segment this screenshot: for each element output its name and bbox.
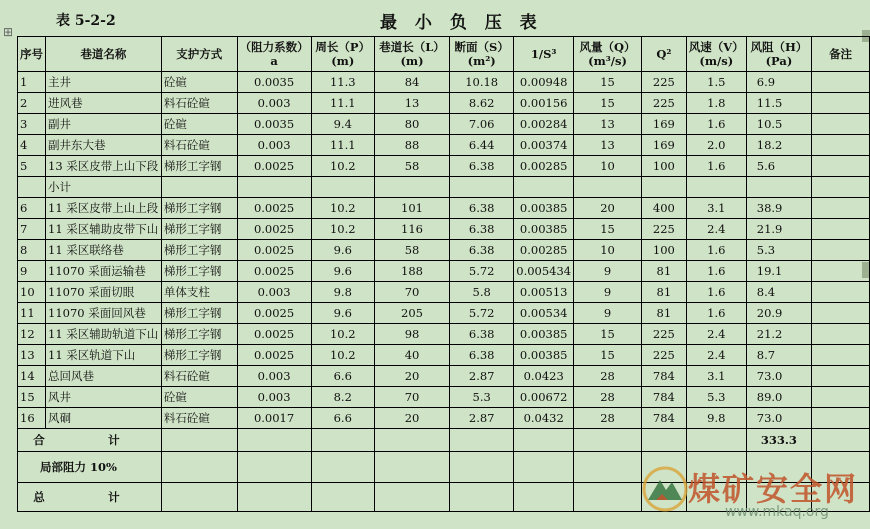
table-cell: 81: [641, 303, 686, 324]
table-cell: 0.00285: [514, 156, 574, 177]
table-cell: 风井: [46, 387, 162, 408]
table-cell: 15: [574, 219, 642, 240]
table-cell: 0.005434: [514, 261, 574, 282]
table-cell: [812, 114, 870, 135]
table-cell: [161, 177, 237, 198]
col-header-support: 支护方式: [161, 37, 237, 72]
table-cell: 11 采区辅助皮带下山: [46, 219, 162, 240]
table-cell: 梯形工字钢: [161, 324, 237, 345]
table-cell: 副井: [46, 114, 162, 135]
table-cell: 1.5: [686, 72, 746, 93]
table-cell: 81: [641, 282, 686, 303]
table-body: [18, 72, 870, 429]
table-cell: 9.6: [311, 303, 374, 324]
table-cell: 0.00385: [514, 345, 574, 366]
table-cell: 15: [574, 345, 642, 366]
table-cell: 10.2: [311, 219, 374, 240]
table-row: [18, 366, 870, 387]
table-cell: 84: [374, 72, 449, 93]
table-cell: [812, 198, 870, 219]
table-cell: 7.06: [450, 114, 514, 135]
table-row: [18, 156, 870, 177]
table-move-handle-icon[interactable]: ⊞: [3, 25, 14, 39]
col-header-velocity-label: 风速（V）: [688, 40, 744, 54]
table-cell: 2.87: [450, 408, 514, 429]
table-cell: 6.38: [450, 156, 514, 177]
table-cell: [812, 324, 870, 345]
table-cell: 8.4: [746, 282, 811, 303]
table-row: [18, 114, 870, 135]
table-cell: 砼碹: [161, 72, 237, 93]
table-cell: 6.44: [450, 135, 514, 156]
table-cell: 88: [374, 135, 449, 156]
table-cell: 11 采区皮带上山上段: [46, 198, 162, 219]
table-cell: [18, 177, 46, 198]
table-cell: 11.1: [311, 135, 374, 156]
table-cell: 89.0: [746, 387, 811, 408]
table-cell: 料石砼碹: [161, 408, 237, 429]
table-cell: 0.00948: [514, 72, 574, 93]
table-cell: [812, 303, 870, 324]
table-cell: 11070 采面回风巷: [46, 303, 162, 324]
table-cell: [812, 135, 870, 156]
table-cell: 38.9: [746, 198, 811, 219]
table-cell: 9: [574, 282, 642, 303]
table-cell: 225: [641, 93, 686, 114]
table-row: [18, 408, 870, 429]
table-cell: [812, 345, 870, 366]
table-cell: 9.8: [686, 408, 746, 429]
table-cell: 5.3: [746, 240, 811, 261]
document-title: 最 小 负 压 表: [380, 13, 543, 33]
table-cell: 9.8: [311, 282, 374, 303]
table-row: [18, 345, 870, 366]
table-cell: 0.0423: [514, 366, 574, 387]
table-cell: 784: [641, 387, 686, 408]
table-cell: 小计: [46, 177, 162, 198]
table-cell: 21.9: [746, 219, 811, 240]
table-cell: 80: [374, 114, 449, 135]
table-row: [18, 198, 870, 219]
table-cell: 1.6: [686, 303, 746, 324]
table-cell: 0.0017: [237, 408, 311, 429]
table-cell: [812, 72, 870, 93]
table-cell: 6.6: [311, 408, 374, 429]
col-header-velocity-unit: (m/s): [699, 54, 734, 68]
table-cell: 5.72: [450, 261, 514, 282]
col-header-no: 序号: [18, 37, 46, 72]
table-cell: 总回风巷: [46, 366, 162, 387]
table-cell: 3.1: [686, 198, 746, 219]
table-cell: 梯形工字钢: [161, 303, 237, 324]
table-cell: 0.0025: [237, 261, 311, 282]
table-cell: 8.7: [746, 345, 811, 366]
table-cell: 3.1: [686, 366, 746, 387]
table-cell: 0.0025: [237, 303, 311, 324]
table-cell: 0.0025: [237, 156, 311, 177]
table-cell: [641, 177, 686, 198]
table-cell: 205: [374, 303, 449, 324]
table-cell: 梯形工字钢: [161, 261, 237, 282]
table-cell: [812, 240, 870, 261]
table-row: [18, 324, 870, 345]
table-cell: 9: [574, 303, 642, 324]
col-header-area-label: 断面（S）: [454, 40, 509, 54]
local-resistance-label: 局部阻力 10%: [18, 452, 162, 483]
col-header-airflow-label: 风量（Q）: [579, 40, 636, 54]
total-row: [18, 429, 870, 452]
table-header-row: [18, 37, 870, 72]
table-cell: 4: [18, 135, 46, 156]
table-cell: 101: [374, 198, 449, 219]
site-watermark: [640, 460, 865, 525]
table-cell: 5.72: [450, 303, 514, 324]
table-row: [18, 177, 870, 198]
table-cell: 风硐: [46, 408, 162, 429]
table-cell: [812, 156, 870, 177]
col-header-resistance: [746, 37, 811, 72]
resistance-table: [17, 36, 870, 512]
table-row: [18, 282, 870, 303]
table-cell: 0.003: [237, 366, 311, 387]
table-cell: [450, 177, 514, 198]
table-cell: [812, 177, 870, 198]
table-cell: 10: [18, 282, 46, 303]
table-cell: 0.00285: [514, 240, 574, 261]
table-cell: 13: [18, 345, 46, 366]
table-cell: 梯形工字钢: [161, 198, 237, 219]
table-cell: 2.87: [450, 366, 514, 387]
table-row: [18, 303, 870, 324]
mountain-logo-icon: [642, 466, 688, 512]
table-cell: 6.38: [450, 198, 514, 219]
table-cell: 料石砼碹: [161, 366, 237, 387]
table-cell: 单体支柱: [161, 282, 237, 303]
table-cell: 0.0035: [237, 114, 311, 135]
table-cell: 784: [641, 366, 686, 387]
col-header-q-squared: Q²: [641, 37, 686, 72]
table-cell: 11.5: [746, 93, 811, 114]
table-number: 表 5-2-2: [56, 13, 116, 29]
table-cell: 6.38: [450, 345, 514, 366]
table-cell: 20: [374, 366, 449, 387]
table-cell: 5.3: [686, 387, 746, 408]
table-cell: 15: [574, 93, 642, 114]
col-header-velocity: [686, 37, 746, 72]
table-cell: 98: [374, 324, 449, 345]
table-cell: 28: [574, 366, 642, 387]
table-cell: 70: [374, 282, 449, 303]
table-cell: 11070 采面切眼: [46, 282, 162, 303]
col-header-length-label: 巷道长（L）: [379, 40, 445, 54]
table-cell: [812, 387, 870, 408]
table-cell: 81: [641, 261, 686, 282]
table-cell: 116: [374, 219, 449, 240]
table-cell: 0.003: [237, 135, 311, 156]
table-cell: 225: [641, 324, 686, 345]
table-cell: 21.2: [746, 324, 811, 345]
table-row: [18, 135, 870, 156]
col-header-alpha-unit: a: [270, 54, 278, 68]
table-cell: 14: [18, 366, 46, 387]
table-cell: 2.4: [686, 345, 746, 366]
table-cell: 0.00513: [514, 282, 574, 303]
table-cell: 2.4: [686, 324, 746, 345]
table-cell: 0.0025: [237, 345, 311, 366]
table-cell: 11 采区联络巷: [46, 240, 162, 261]
table-cell: 10.2: [311, 324, 374, 345]
table-cell: 0.00284: [514, 114, 574, 135]
table-cell: 0.0035: [237, 72, 311, 93]
table-cell: [374, 177, 449, 198]
col-header-length-unit: (m): [400, 54, 424, 68]
col-header-area: [450, 37, 514, 72]
table-row: [18, 261, 870, 282]
table-cell: 15: [574, 72, 642, 93]
table-cell: [574, 177, 642, 198]
table-cell: 8: [18, 240, 46, 261]
table-cell: 784: [641, 408, 686, 429]
table-row: [18, 93, 870, 114]
table-row: [18, 240, 870, 261]
table-cell: 8.62: [450, 93, 514, 114]
table-cell: 13 采区皮带上山下段: [46, 156, 162, 177]
grand-total-label: 总 计: [18, 483, 162, 512]
table-cell: 梯形工字钢: [161, 156, 237, 177]
table-cell: 1.6: [686, 261, 746, 282]
col-header-name: 巷道名称: [46, 37, 162, 72]
table-cell: 0.00374: [514, 135, 574, 156]
table-cell: [812, 282, 870, 303]
table-cell: 13: [574, 114, 642, 135]
table-cell: 10.2: [311, 198, 374, 219]
table-cell: 0.00385: [514, 324, 574, 345]
table-cell: 10.2: [311, 345, 374, 366]
table-cell: 10.2: [311, 156, 374, 177]
table-cell: 11070 采面运输巷: [46, 261, 162, 282]
table-cell: 1.8: [686, 93, 746, 114]
table-cell: 10.18: [450, 72, 514, 93]
table-cell: 0.0025: [237, 324, 311, 345]
table-cell: 料石砼碹: [161, 93, 237, 114]
watermark-url: www.mkaq.org: [725, 504, 829, 520]
table-cell: 2.4: [686, 219, 746, 240]
table-cell: 400: [641, 198, 686, 219]
table-cell: 0.003: [237, 93, 311, 114]
table-cell: 6.9: [746, 72, 811, 93]
table-cell: 5: [18, 156, 46, 177]
table-cell: 10: [574, 240, 642, 261]
col-header-alpha: [237, 37, 311, 72]
table-cell: [812, 93, 870, 114]
col-header-length: [374, 37, 449, 72]
table-cell: 料石砼碹: [161, 135, 237, 156]
col-header-note: 备注: [812, 37, 870, 72]
table-cell: 28: [574, 408, 642, 429]
table-cell: 梯形工字钢: [161, 345, 237, 366]
table-cell: 11: [18, 303, 46, 324]
table-cell: 13: [374, 93, 449, 114]
table-cell: 225: [641, 219, 686, 240]
table-cell: 0.00672: [514, 387, 574, 408]
table-cell: 73.0: [746, 366, 811, 387]
table-cell: 0.0025: [237, 219, 311, 240]
table-cell: 8.2: [311, 387, 374, 408]
table-cell: 58: [374, 156, 449, 177]
table-cell: 梯形工字钢: [161, 240, 237, 261]
table-cell: 169: [641, 135, 686, 156]
table-cell: 15: [18, 387, 46, 408]
table-cell: 0.00385: [514, 219, 574, 240]
table-row: [18, 72, 870, 93]
table-cell: 10: [574, 156, 642, 177]
table-cell: 2: [18, 93, 46, 114]
table-cell: 20: [374, 408, 449, 429]
table-cell: 225: [641, 72, 686, 93]
table-cell: 6: [18, 198, 46, 219]
table-cell: 11.1: [311, 93, 374, 114]
table-cell: 9: [18, 261, 46, 282]
table-cell: 1.6: [686, 156, 746, 177]
table-cell: 9.4: [311, 114, 374, 135]
table-cell: 主井: [46, 72, 162, 93]
table-cell: [237, 177, 311, 198]
table-cell: [812, 261, 870, 282]
table-cell: 5.8: [450, 282, 514, 303]
table-cell: 11 采区辅助轨道下山: [46, 324, 162, 345]
table-cell: 16: [18, 408, 46, 429]
table-cell: 1.6: [686, 240, 746, 261]
table-cell: 12: [18, 324, 46, 345]
col-header-perimeter-label: 周长（P）: [315, 40, 371, 54]
col-header-area-unit: (m²): [467, 54, 496, 68]
table-cell: 进风巷: [46, 93, 162, 114]
table-cell: 5.3: [450, 387, 514, 408]
table-cell: 1: [18, 72, 46, 93]
table-cell: 58: [374, 240, 449, 261]
watermark-brand: 煤矿安全网: [688, 470, 859, 508]
table-cell: 169: [641, 114, 686, 135]
table-cell: 梯形工字钢: [161, 219, 237, 240]
table-cell: 18.2: [746, 135, 811, 156]
table-cell: 0.0025: [237, 198, 311, 219]
col-header-alpha-label: （阻力系数）: [239, 40, 309, 54]
total-value: 333.3: [746, 429, 811, 452]
table-cell: 10.5: [746, 114, 811, 135]
table-cell: 1.6: [686, 114, 746, 135]
table-cell: 9.6: [311, 261, 374, 282]
table-cell: 225: [641, 345, 686, 366]
table-cell: 20: [574, 198, 642, 219]
table-cell: 0.0025: [237, 240, 311, 261]
table-cell: 7: [18, 219, 46, 240]
col-header-resistance-label: 风阻（H）: [750, 40, 808, 54]
table-cell: 6.6: [311, 366, 374, 387]
table-cell: [746, 177, 811, 198]
col-header-resistance-unit: (Pa): [765, 54, 793, 68]
col-header-airflow-unit: (m³/s): [588, 54, 627, 68]
table-cell: 2.0: [686, 135, 746, 156]
table-cell: 0.00534: [514, 303, 574, 324]
table-cell: [812, 408, 870, 429]
table-cell: 6.38: [450, 240, 514, 261]
table-cell: 13: [574, 135, 642, 156]
table-cell: 19.1: [746, 261, 811, 282]
table-cell: 副井东大巷: [46, 135, 162, 156]
table-cell: [812, 219, 870, 240]
table-cell: 20.9: [746, 303, 811, 324]
table-cell: 3: [18, 114, 46, 135]
table-row: [18, 387, 870, 408]
table-cell: 73.0: [746, 408, 811, 429]
table-cell: 11.3: [311, 72, 374, 93]
table-cell: [514, 177, 574, 198]
table-cell: 0.0432: [514, 408, 574, 429]
table-cell: 1.6: [686, 282, 746, 303]
table-cell: [812, 366, 870, 387]
table-cell: 6.38: [450, 219, 514, 240]
col-header-perimeter: [311, 37, 374, 72]
col-header-inverse-cube: 1/S³: [514, 37, 574, 72]
table-cell: 砼碹: [161, 114, 237, 135]
table-cell: 15: [574, 324, 642, 345]
document-header: [0, 4, 870, 39]
table-cell: 5.6: [746, 156, 811, 177]
table-cell: 100: [641, 240, 686, 261]
table-cell: 0.00156: [514, 93, 574, 114]
table-cell: 0.00385: [514, 198, 574, 219]
table-cell: 砼碹: [161, 387, 237, 408]
col-header-perimeter-unit: (m): [331, 54, 355, 68]
table-cell: 28: [574, 387, 642, 408]
table-cell: [311, 177, 374, 198]
table-row: [18, 219, 870, 240]
table-cell: 0.003: [237, 387, 311, 408]
col-header-airflow: [574, 37, 642, 72]
table-cell: 9.6: [311, 240, 374, 261]
table-cell: 70: [374, 387, 449, 408]
table-cell: 0.003: [237, 282, 311, 303]
total-label: 合 计: [18, 429, 162, 452]
table-cell: 6.38: [450, 324, 514, 345]
table-cell: 100: [641, 156, 686, 177]
table-cell: 11 采区轨道下山: [46, 345, 162, 366]
table-cell: 40: [374, 345, 449, 366]
table-cell: [686, 177, 746, 198]
table-cell: 188: [374, 261, 449, 282]
table-cell: 9: [574, 261, 642, 282]
